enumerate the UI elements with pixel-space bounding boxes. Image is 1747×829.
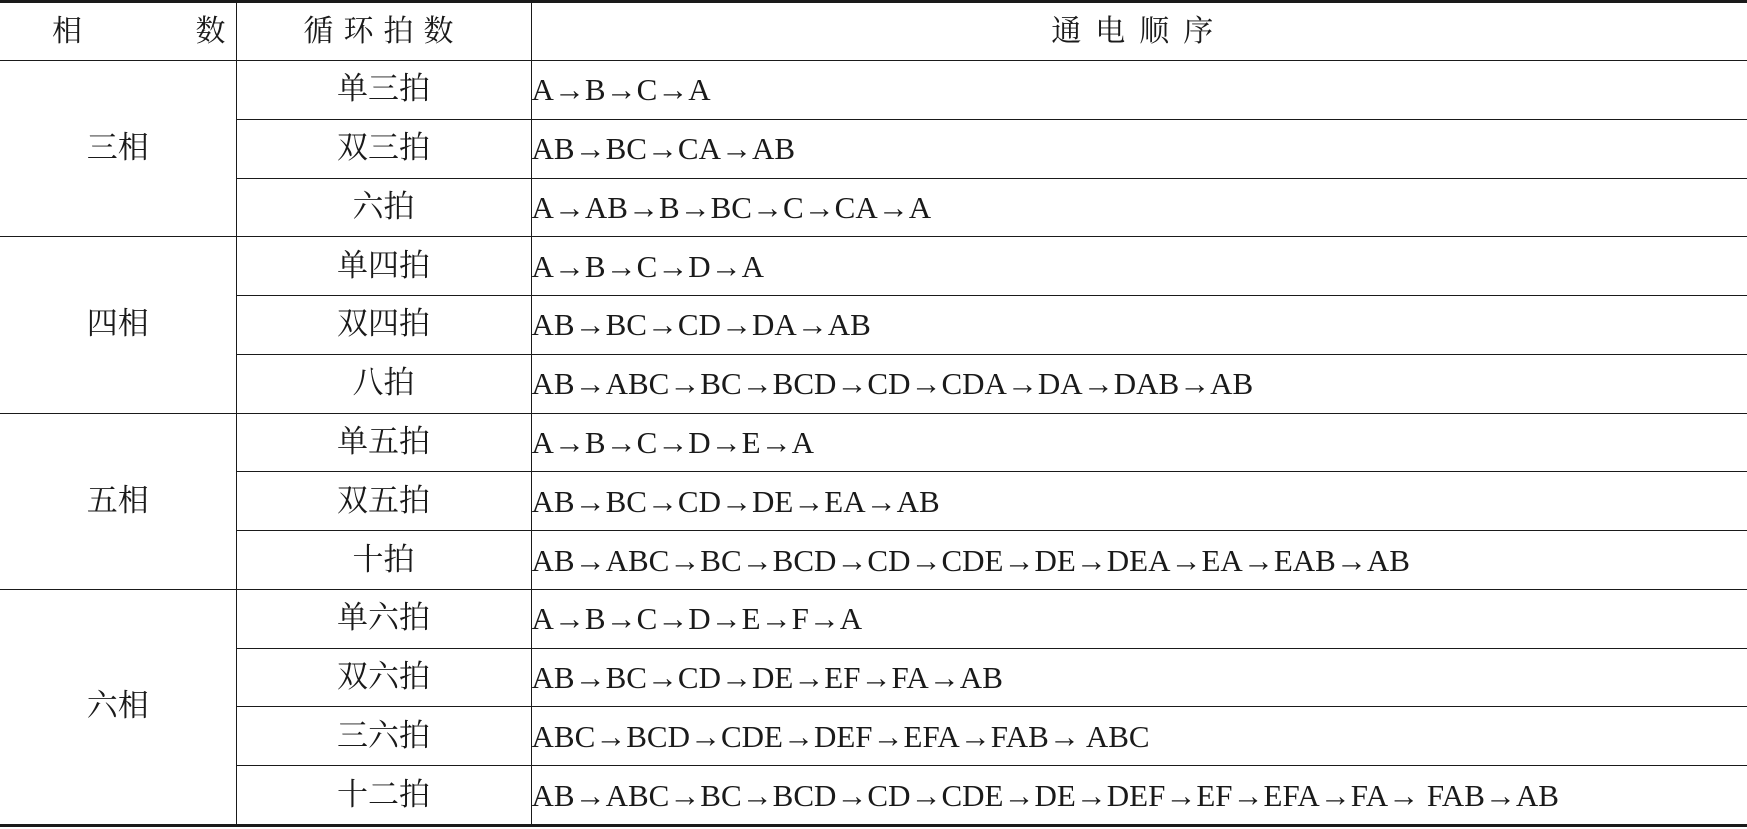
table-row (0, 178, 1747, 237)
sequence-cell: ABC→BCD→CDE→DEF→EFA→FAB→ ABC (531, 707, 1747, 766)
phase-cell: 五相 (0, 413, 236, 589)
beats-cell: 双三拍 (236, 119, 531, 178)
beats-cell: 单四拍 (236, 237, 531, 296)
table-row (0, 413, 1747, 472)
sequence-cell: A→B→C→A (531, 61, 1747, 120)
table-row (0, 61, 1747, 120)
table-row (0, 766, 1747, 826)
beats-cell: 三六拍 (236, 707, 531, 766)
phase-cell: 四相 (0, 237, 236, 413)
beats-cell: 十二拍 (236, 766, 531, 826)
sequence-cell: A→B→C→D→E→A (531, 413, 1747, 472)
header-cycle-beats: 循环拍数 (236, 2, 531, 61)
header-row (0, 2, 1747, 61)
sequence-cell: AB→ABC→BC→BCD→CD→CDE→DE→DEF→EF→EFA→FA→ FAB→AB (531, 766, 1747, 826)
sequence-cell: A→B→C→D→E→F→A (531, 589, 1747, 648)
table-row (0, 707, 1747, 766)
beats-cell: 八拍 (236, 354, 531, 413)
table-row (0, 354, 1747, 413)
sequence-cell: A→B→C→D→A (531, 237, 1747, 296)
header-phase: 相 数 (0, 2, 236, 61)
sequence-cell: AB→ABC→BC→BCD→CD→CDE→DE→DEA→EA→EAB→AB (531, 531, 1747, 590)
sequence-cell: AB→BC→CD→DE→EA→AB (531, 472, 1747, 531)
table-row (0, 648, 1747, 707)
sequence-cell: AB→ABC→BC→BCD→CD→CDA→DA→DAB→AB (531, 354, 1747, 413)
beats-cell: 双五拍 (236, 472, 531, 531)
phase-cell: 六相 (0, 589, 236, 825)
beats-cell: 单六拍 (236, 589, 531, 648)
sequence-cell: AB→BC→CD→DE→EF→FA→AB (531, 648, 1747, 707)
sequence-cell: AB→BC→CA→AB (531, 119, 1747, 178)
table-row (0, 589, 1747, 648)
beats-cell: 单五拍 (236, 413, 531, 472)
beats-cell: 十拍 (236, 531, 531, 590)
table-row (0, 237, 1747, 296)
table-row (0, 119, 1747, 178)
header-sequence: 通电顺序 (531, 2, 1747, 61)
beats-cell: 双四拍 (236, 296, 531, 355)
sequence-cell: AB→BC→CD→DA→AB (531, 296, 1747, 355)
table-row (0, 472, 1747, 531)
phase-cell: 三相 (0, 61, 236, 237)
beats-cell: 六拍 (236, 178, 531, 237)
table-row (0, 296, 1747, 355)
table-row (0, 531, 1747, 590)
beats-cell: 单三拍 (236, 61, 531, 120)
beats-cell: 双六拍 (236, 648, 531, 707)
sequence-cell: A→AB→B→BC→C→CA→A (531, 178, 1747, 237)
